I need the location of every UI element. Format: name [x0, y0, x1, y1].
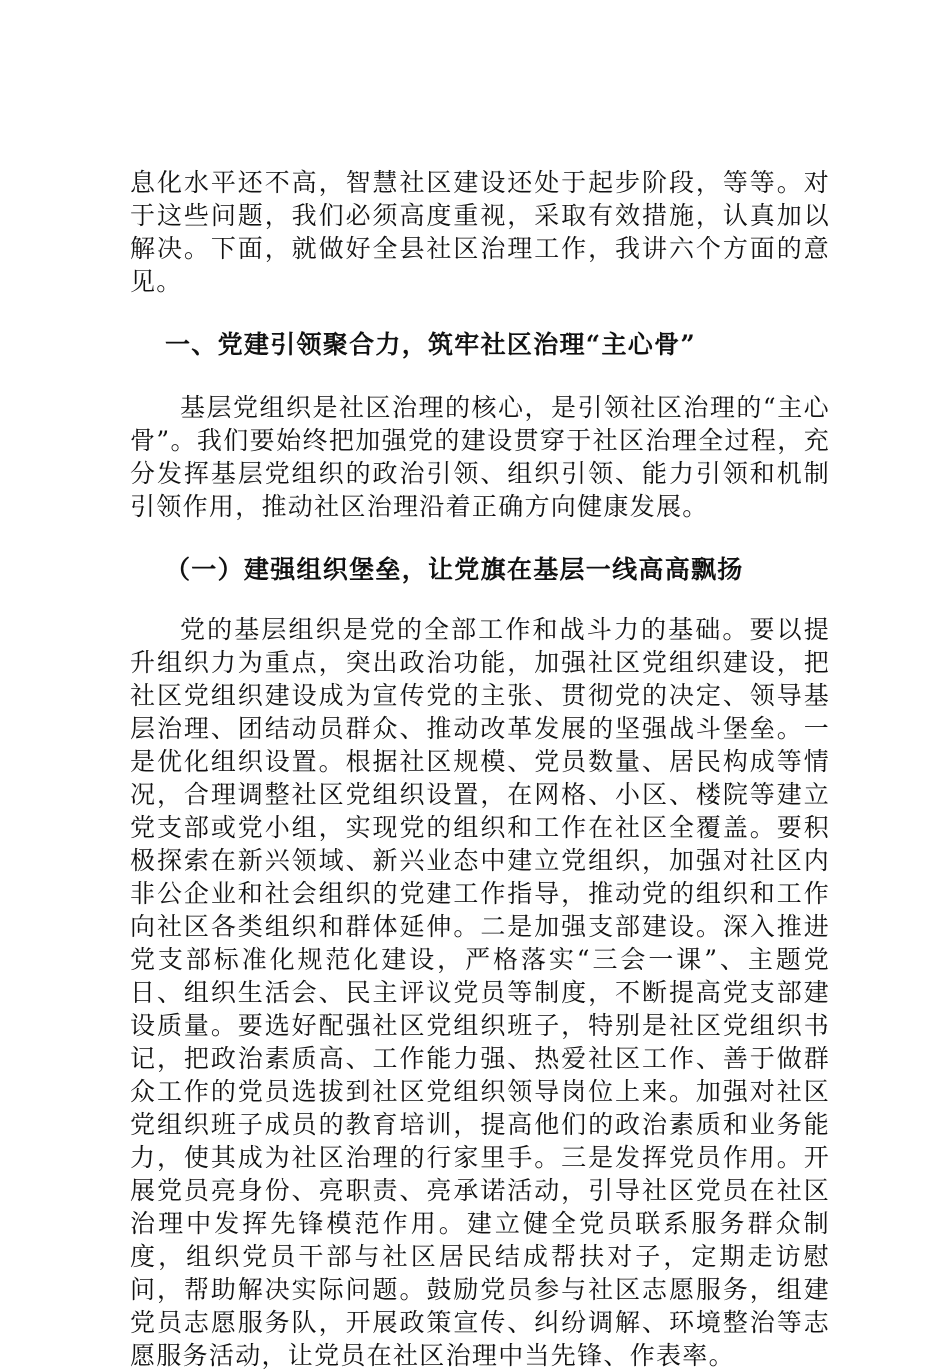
section-1-body-paragraph: 基层党组织是社区治理的核心，是引领社区治理的“主心骨”。我们要始终把加强党的建设贯穿于社区治理全过程，充分发挥基层党组织的政治引领、组织引领、能力引领和机制引领作用，推动社区治理沿着正确方向健康发展。 [130, 393, 830, 521]
section-heading-1: 一、党建引领聚合力，筑牢社区治理“主心骨” [165, 330, 697, 359]
document-page [130, 166, 830, 1372]
subsection-1-body-paragraph: 党的基层组织是党的全部工作和战斗力的基础。要以提升组织力为重点，突出政治功能，加强社区党组织建设，把社区党组织建设成为宣传党的主张、贯彻党的决定、领导基层治理、团结动员群众、推动改革发展的坚强战斗堡垒。一是优化组织设置。根据社区规模、党员数量、居民构成等情况，合理调整社区党组织设置，在网格、小区、楼院等建立党支部或党小组，实现党的组织和工作在社区全覆盖。要积极探索在新兴领域、新兴业态中建立党组织，加强对社区内非公企业和社会组织的党建工作指导，推动党的组织和工作向社区各类组织和群体延伸。二是加强支部建设。深入推进党支部标准化规范化建设，严格落实“三会一课”、主题党日、组织生活会、民主评议党员等制度，不断提高党支部建设质量。要选好配强社区党组织班子，特别是社区党组织书记，把政治素质高、工作能力强、热爱社区工作、善于做群众工作的党员选拔到社区党组织领导岗位上来。加强对社区党组织班子成员的教育培训，提高他们的政治素质和业务能力，使其成为社区治理的行家里手。三是发挥党员作用。开展党员亮身份、亮职责、亮承诺活动，引导社区党员在社区治理中发挥先锋模范作用。建立健全党员联系服务群众制度，组织党员干部与社区居民结成帮扶对子，定期走访慰问，帮助解决实际问题。鼓励党员参与社区志愿服务，组建党员志愿服务队，开展政策宣传、纠纷调解、环境整治等志愿服务活动，让党员在社区治理中当先锋、作表率。 [130, 615, 830, 1370]
intro-continuation-paragraph: 息化水平还不高，智慧社区建设还处于起步阶段，等等。对于这些问题，我们必须高度重视，采取有效措施，认真加以解决。下面，就做好全县社区治理工作，我讲六个方面的意见。 [130, 168, 830, 296]
subsection-heading-1: （一）建强组织堡垒，让党旗在基层一线高高飘扬 [165, 555, 744, 584]
